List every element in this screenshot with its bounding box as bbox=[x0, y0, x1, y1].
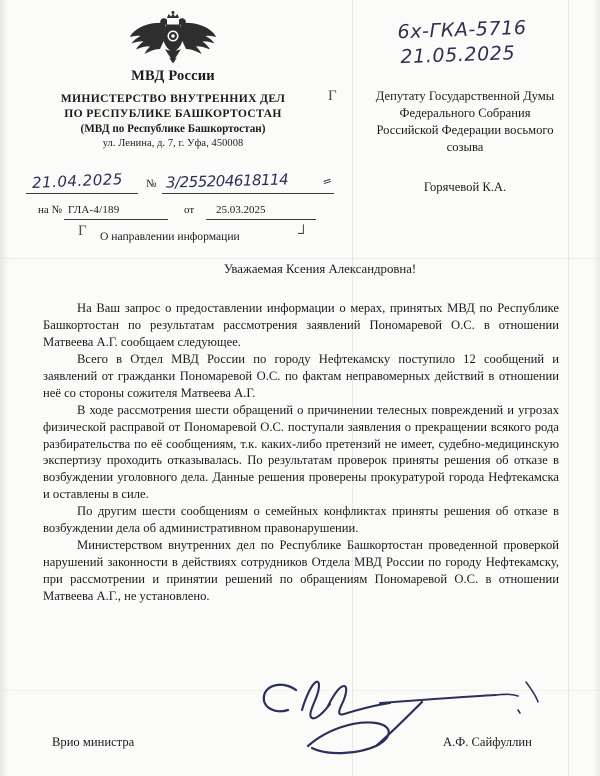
reference-outgoing-row bbox=[26, 170, 326, 198]
reference-rule bbox=[64, 219, 168, 220]
handwritten-margin-mark: ‗ bbox=[319, 167, 332, 185]
reference-rule bbox=[26, 193, 138, 194]
addressee-block bbox=[328, 88, 590, 196]
subject-text: О направлении информации bbox=[100, 230, 240, 243]
reference-from-label: от bbox=[184, 204, 195, 216]
body-paragraph: В ходе рассмотрения шести обращений о причинении телесных повреждений и угрозах физической расправой от Пономаревой О.С. поступали заявления о прекращении всякого рода разбирательства по её сообщениям, т.к. каких-либо претензий не имеет, судебно-медицинскую экспертизу проходить отказывалась. По результатам проверок приняты решения об отказе в возбуждении уголовного дела. Данные решения проверены прокуратурой города Нефтекамска и оставлены в силе. bbox=[43, 402, 559, 502]
body-paragraph: На Ваш запрос о предоставлении информации о мерах, принятых МВД по Республике Башкортостан по результатам рассмотрения заявлений Пономаревой О.С. в отношении Матвеева А.Г. сообщаем следующее. bbox=[43, 301, 559, 349]
reference-rule bbox=[206, 219, 316, 220]
addressee-name: Горячевой К.А. bbox=[423, 179, 507, 194]
scan-edge-right bbox=[593, 0, 600, 776]
reference-inreply-row bbox=[26, 202, 326, 224]
addressee-line4: созыва bbox=[446, 140, 484, 155]
body-paragraph: По другим шести сообщениям о семейных конфликтах приняты решения об отказе в возбуждении дела об административном правонарушении. bbox=[43, 504, 559, 536]
body-paragraph: Всего в Отдел МВД России по городу Нефтекамску поступило 12 сообщений и заявлений от гражданки Пономаревой О.С. по фактам неправомерных действий в отношении неё со стороны сожителя Матвеева А.Г. bbox=[43, 351, 559, 400]
subject-bracket-right: ┘ bbox=[298, 226, 309, 242]
reference-inreply-number: ГЛА-4/189 bbox=[68, 204, 120, 216]
reference-inreply-label: на № bbox=[38, 204, 63, 216]
handwritten-registration-stamp bbox=[397, 16, 528, 71]
signature-role: Врио министра bbox=[52, 735, 135, 749]
body-paragraph: Министерством внутренних дел по Республике Башкортостан проведенной проверкой нарушений законности в действиях сотрудников Отдела МВД России по городу Нефтекамску, при рассмотрении и принятии решений по обращениям Пономаревой О.С. в отношении Матвеева А.Г., не установлено. bbox=[43, 538, 559, 603]
letter-body bbox=[43, 300, 559, 605]
registration-number: 6х-ГКА-5716 bbox=[397, 16, 527, 44]
subject-bracket-left: Г bbox=[78, 223, 87, 239]
salutation: Уважаемая Ксения Александровна! bbox=[223, 262, 417, 276]
reference-inreply-date: 25.03.2025 bbox=[216, 204, 266, 216]
reference-rule bbox=[162, 193, 334, 194]
addressee-bracket: Г bbox=[328, 88, 337, 104]
registration-date: 21.05.2025 bbox=[400, 42, 516, 69]
addressee-line2: Федерального Собрания bbox=[399, 106, 531, 121]
scan-edge-left bbox=[0, 0, 9, 776]
handwritten-outgoing-number: 3/255204618114 bbox=[165, 170, 289, 192]
scan-artifact-line bbox=[0, 258, 600, 259]
letterhead-short-name: (МВД по Республике Башкортостан) bbox=[80, 122, 266, 135]
reference-block bbox=[26, 170, 326, 224]
mvd-double-headed-eagle-emblem bbox=[130, 10, 216, 66]
letterhead-ministry bbox=[14, 92, 332, 122]
letterhead-address: ул. Ленина, д. 7, г. Уфа, 450008 bbox=[102, 137, 244, 149]
letterhead bbox=[14, 10, 332, 149]
signature-name: А.Ф. Сайфуллин bbox=[443, 735, 532, 749]
subject-block bbox=[26, 224, 326, 254]
reference-number-label: № bbox=[146, 178, 157, 190]
addressee-line1: Депутату Государственной Думы bbox=[375, 89, 555, 103]
addressee-line3: Российской Федерации восьмого bbox=[376, 123, 554, 138]
letterhead-organization: МВД России bbox=[131, 68, 215, 84]
scan-artifact-line bbox=[0, 690, 600, 691]
handwritten-outgoing-date: 21.04.2025 bbox=[31, 170, 124, 192]
letterhead-ministry-line1: МИНИСТЕРСТВО ВНУТРЕННИХ ДЕЛ bbox=[60, 92, 286, 105]
letterhead-ministry-line2: ПО РЕСПУБЛИКЕ БАШКОРТОСТАН bbox=[64, 106, 282, 120]
